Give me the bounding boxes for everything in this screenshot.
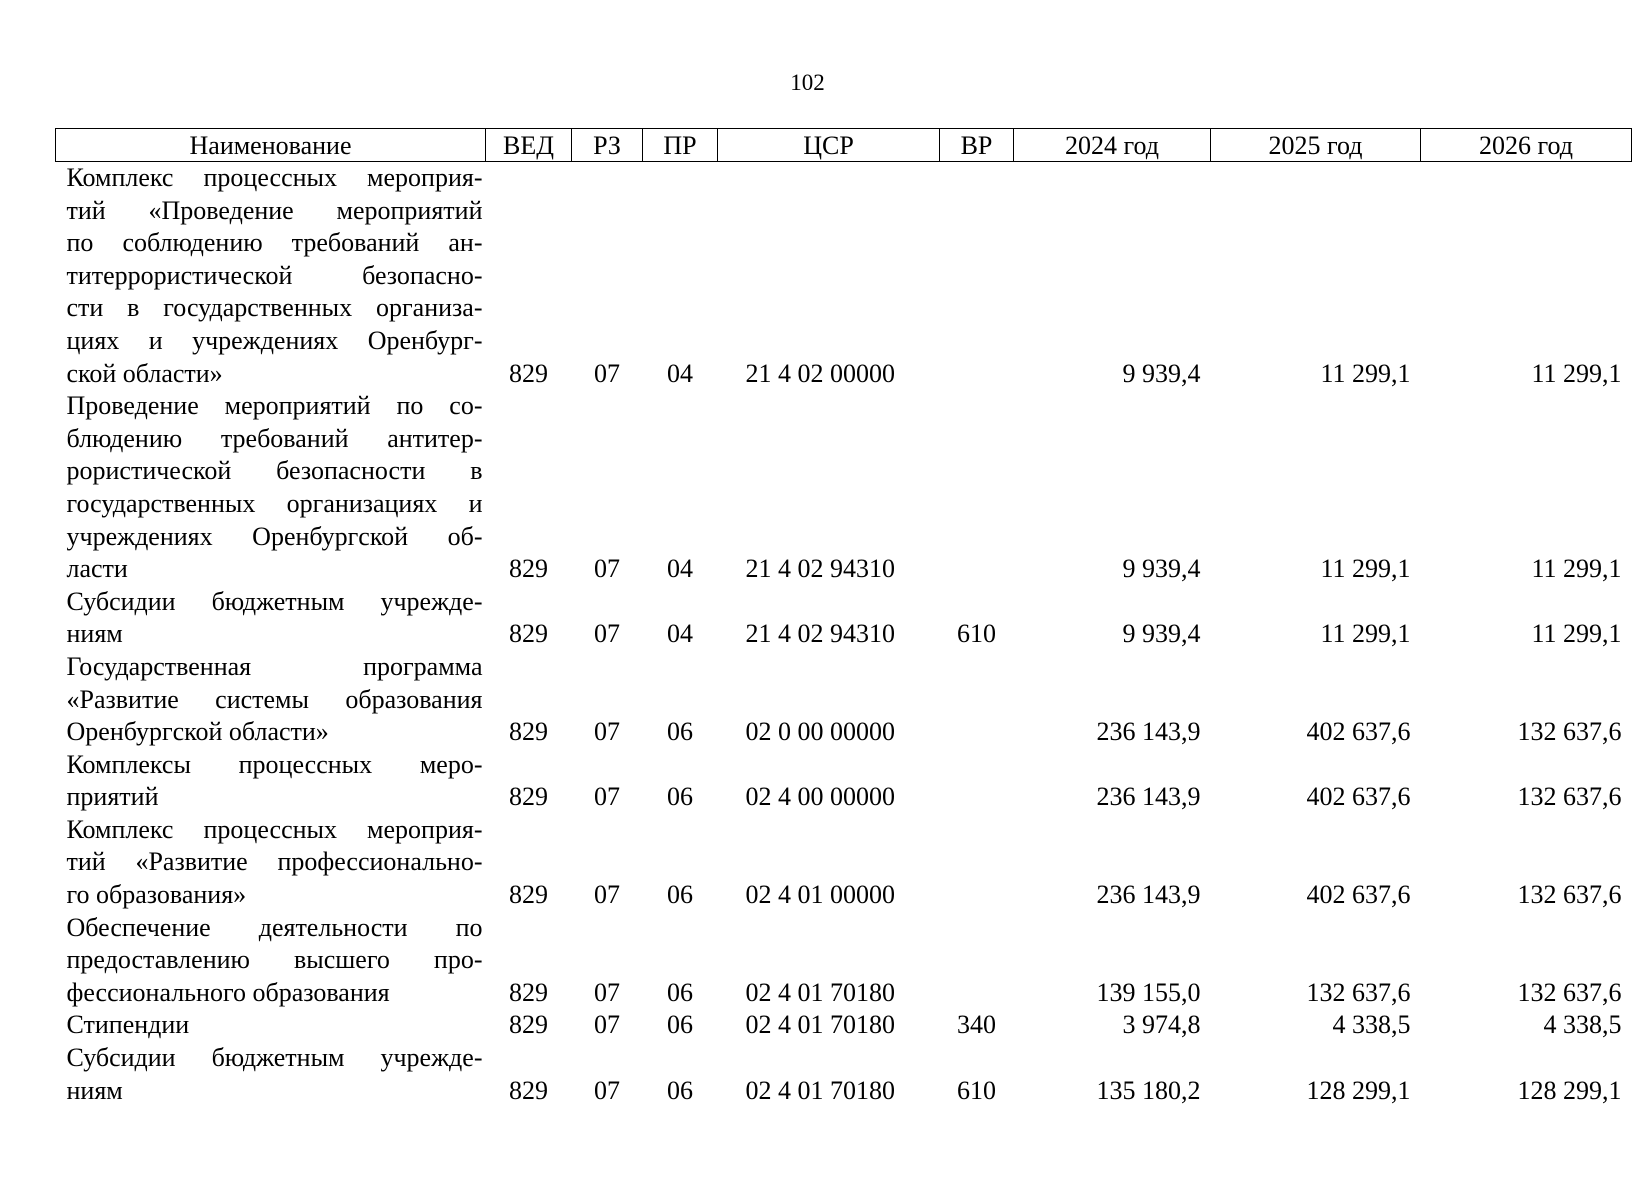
cell-name — [56, 390, 486, 586]
name-line: Стипендии — [66, 1010, 190, 1040]
cell-2026: 4 338,5 — [1543, 1010, 1622, 1040]
cell-rz: 07 — [594, 1010, 620, 1040]
name-line: Субсидии бюджетным учрежде- — [66, 1043, 483, 1073]
cell-csr: 21 4 02 94310 — [745, 619, 895, 649]
cell-ved: 829 — [509, 1010, 548, 1040]
cell-csr: 02 4 01 00000 — [745, 880, 895, 910]
cell-2024: 236 143,9 — [1096, 782, 1201, 812]
cell-2024: 9 939,4 — [1122, 358, 1201, 388]
cell-vr — [940, 749, 1014, 814]
cell-pr: 06 — [667, 977, 693, 1007]
cell-2026: 132 637,6 — [1517, 880, 1622, 910]
name-line: Проведение мероприятий по со- — [66, 391, 483, 421]
cell-2026: 128 299,1 — [1517, 1075, 1622, 1105]
page-number: 102 — [790, 70, 825, 95]
cell-csr: 02 4 01 70180 — [745, 1075, 895, 1105]
cell-vr: 610 — [957, 1075, 996, 1105]
table-row — [56, 912, 1632, 1010]
cell-name — [56, 814, 486, 912]
header-name: Наименование — [56, 129, 486, 162]
name-line: сти в государственных организа- — [66, 293, 483, 323]
cell-rz: 07 — [594, 358, 620, 388]
cell-csr: 21 4 02 00000 — [745, 358, 895, 388]
table-row — [56, 586, 1632, 651]
cell-name — [56, 586, 486, 651]
cell-ved: 829 — [509, 619, 548, 649]
header-2026: 2026 год — [1421, 129, 1632, 162]
cell-rz: 07 — [594, 880, 620, 910]
name-line: Государственная программа — [66, 651, 483, 681]
table-row — [56, 390, 1632, 586]
cell-pr: 04 — [667, 619, 693, 649]
name-line: Комплексы процессных меро- — [66, 749, 483, 779]
cell-ved: 829 — [509, 782, 548, 812]
name-line: тий «Проведение мероприятий — [66, 195, 483, 225]
cell-ved: 829 — [509, 977, 548, 1007]
cell-vr — [940, 162, 1014, 391]
cell-2025: 402 637,6 — [1306, 717, 1411, 747]
name-line: фессионального образования — [66, 977, 390, 1007]
cell-rz: 07 — [594, 1075, 620, 1105]
cell-2026: 132 637,6 — [1517, 717, 1622, 747]
cell-rz: 07 — [594, 977, 620, 1007]
table-row — [56, 814, 1632, 912]
cell-ved: 829 — [509, 880, 548, 910]
cell-pr: 06 — [667, 717, 693, 747]
header-ved: ВЕД — [486, 129, 572, 162]
cell-2025: 4 338,5 — [1332, 1010, 1411, 1040]
table-row — [56, 651, 1632, 749]
cell-2024: 3 974,8 — [1122, 1010, 1201, 1040]
name-line: Комплекс процессных мероприя- — [66, 814, 483, 844]
table-body — [56, 162, 1632, 1108]
cell-rz: 07 — [594, 782, 620, 812]
cell-csr: 21 4 02 94310 — [745, 554, 895, 584]
cell-2026: 11 299,1 — [1531, 554, 1622, 584]
cell-pr: 06 — [667, 880, 693, 910]
name-line: ской области» — [66, 358, 223, 388]
name-line: циях и учреждениях Оренбург- — [66, 325, 483, 355]
cell-2025: 11 299,1 — [1320, 358, 1411, 388]
name-line: учреждениях Оренбургской об- — [66, 521, 483, 551]
cell-pr: 06 — [667, 1010, 693, 1040]
name-line: Оренбургской области» — [66, 717, 329, 747]
cell-vr — [940, 390, 1014, 586]
cell-csr: 02 0 00 00000 — [745, 717, 895, 747]
name-line: ниям — [66, 1075, 123, 1105]
cell-2026: 11 299,1 — [1531, 619, 1622, 649]
table-row — [56, 162, 1632, 391]
cell-2024: 236 143,9 — [1096, 717, 1201, 747]
header-rz: РЗ — [572, 129, 643, 162]
name-line: ласти — [66, 554, 128, 584]
cell-rz: 07 — [594, 619, 620, 649]
cell-name — [56, 651, 486, 749]
cell-name — [56, 1009, 486, 1042]
cell-vr — [940, 912, 1014, 1010]
table-row — [56, 1042, 1632, 1107]
name-line: Обеспечение деятельности по — [66, 912, 483, 942]
cell-2025: 11 299,1 — [1320, 619, 1411, 649]
name-line: ниям — [66, 619, 123, 649]
cell-pr: 04 — [667, 554, 693, 584]
name-line: титеррористической безопасно- — [66, 260, 483, 290]
cell-ved: 829 — [509, 717, 548, 747]
cell-csr: 02 4 00 00000 — [745, 782, 895, 812]
cell-2026: 132 637,6 — [1517, 977, 1622, 1007]
cell-vr — [940, 814, 1014, 912]
cell-2025: 402 637,6 — [1306, 880, 1411, 910]
cell-name — [56, 1042, 486, 1107]
cell-2024: 139 155,0 — [1096, 977, 1201, 1007]
cell-2024: 135 180,2 — [1096, 1075, 1201, 1105]
header-csr: ЦСР — [718, 129, 940, 162]
cell-csr: 02 4 01 70180 — [745, 1010, 895, 1040]
cell-name — [56, 749, 486, 814]
name-line: блюдению требований антитер- — [66, 423, 483, 453]
name-line: приятий — [66, 782, 159, 812]
table-header-row — [56, 129, 1632, 162]
cell-2024: 236 143,9 — [1096, 880, 1201, 910]
name-line: государственных организациях и — [66, 488, 483, 518]
name-line: по соблюдению требований ан- — [66, 228, 483, 258]
cell-2025: 402 637,6 — [1306, 782, 1411, 812]
cell-2025: 132 637,6 — [1306, 977, 1411, 1007]
header-2024: 2024 год — [1014, 129, 1211, 162]
cell-pr: 04 — [667, 358, 693, 388]
budget-table — [55, 128, 1632, 1107]
cell-2026: 11 299,1 — [1531, 358, 1622, 388]
cell-csr: 02 4 01 70180 — [745, 977, 895, 1007]
name-line: Субсидии бюджетным учрежде- — [66, 586, 483, 616]
cell-vr: 340 — [957, 1010, 996, 1040]
cell-rz: 07 — [594, 554, 620, 584]
header-2025: 2025 год — [1211, 129, 1421, 162]
header-vr: ВР — [940, 129, 1014, 162]
cell-vr: 610 — [957, 619, 996, 649]
name-line: го образования» — [66, 880, 247, 910]
cell-name — [56, 912, 486, 1010]
cell-ved: 829 — [509, 554, 548, 584]
cell-2026: 132 637,6 — [1517, 782, 1622, 812]
cell-2024: 9 939,4 — [1122, 554, 1201, 584]
cell-ved: 829 — [509, 1075, 548, 1105]
name-line: рористической безопасности в — [66, 456, 483, 486]
cell-2025: 11 299,1 — [1320, 554, 1411, 584]
table-row — [56, 1009, 1632, 1042]
name-line: «Развитие системы образования — [66, 684, 483, 714]
cell-name — [56, 162, 486, 391]
header-pr: ПР — [643, 129, 718, 162]
cell-ved: 829 — [509, 358, 548, 388]
name-line: тий «Развитие профессионально- — [66, 847, 483, 877]
name-line: предоставлению высшего про- — [66, 945, 483, 975]
cell-2025: 128 299,1 — [1306, 1075, 1411, 1105]
name-line: Комплекс процессных мероприя- — [66, 163, 483, 192]
cell-pr: 06 — [667, 1075, 693, 1105]
table-row — [56, 749, 1632, 814]
cell-pr: 06 — [667, 782, 693, 812]
cell-2024: 9 939,4 — [1122, 619, 1201, 649]
cell-rz: 07 — [594, 717, 620, 747]
cell-vr — [940, 651, 1014, 749]
